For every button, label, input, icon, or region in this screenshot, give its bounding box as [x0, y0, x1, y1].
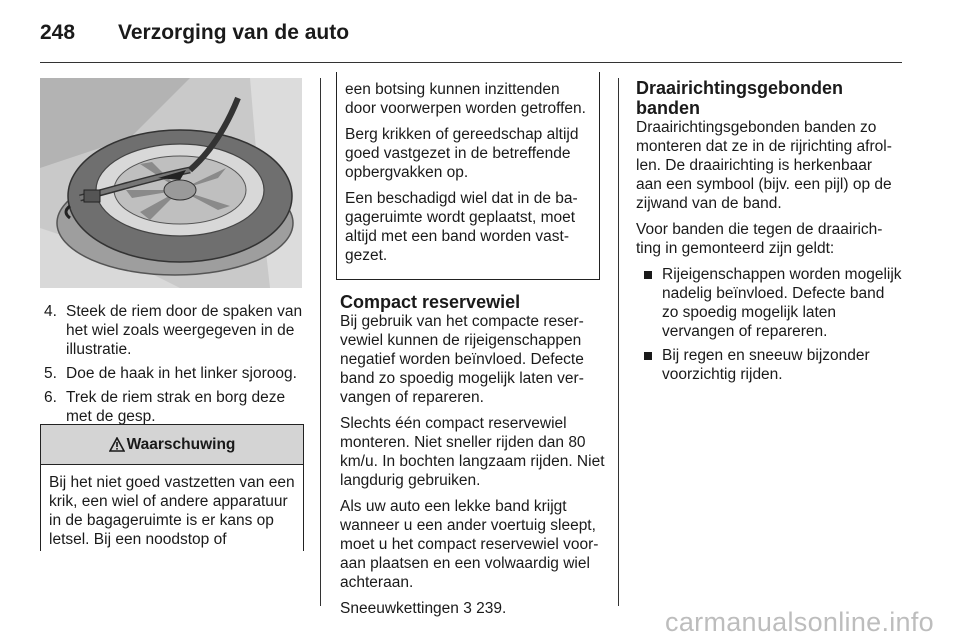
warning-text: Bij het niet goed vastzetten van een krik, een wiel of andere apparatuur in de bagageruimte is er kans op letsel. Bij een noodstop of [49, 474, 295, 548]
column-divider [618, 78, 619, 606]
reference-page: 239. [476, 600, 507, 617]
paragraph: een botsing kunnen inzittenden door voorwerpen worden getroffen. [345, 81, 586, 117]
paragraph: Een beschadigd wiel dat in de bagageruimte wordt geplaatst, moet altijd met een band worden vastgezet. [345, 190, 578, 264]
warning-box [40, 424, 304, 551]
page-header [40, 16, 349, 50]
section-directional-tyres [636, 78, 902, 389]
steps-list [40, 302, 304, 431]
watermark: carmanualsonline.info [665, 607, 934, 637]
page-number: 248 [40, 21, 76, 44]
section-compact-spare [340, 292, 606, 625]
warning-title: Waarschuwing [126, 435, 236, 453]
header-rule [40, 62, 902, 63]
warning-box-continued [336, 72, 600, 280]
warning-triangle-icon [109, 437, 125, 452]
column-divider [320, 78, 321, 606]
bullet-square-icon [644, 271, 652, 279]
page-title: Verzorging van de auto [118, 21, 350, 44]
paragraph: Als uw auto een lekke band krijgt wanneer u een ander voertuig sleept, moet u het compact reservewiel vooraan plaatsen en een volwaardig wiel achteraan. [340, 498, 599, 591]
list-item: Rijeigenschappen worden mogelijk nadelig beïnvloed. Defecte band zo spoedig mogelijk laten vervangen of repareren. [636, 265, 902, 341]
list-item: 6. Trek de riem strak en borg deze met de gesp. [44, 389, 286, 425]
reference-arrow-icon: 3 [463, 600, 472, 617]
warning-header [41, 425, 303, 465]
section-title: Compact reservewiel [340, 292, 521, 312]
paragraph: Voor banden die tegen de draairichting in gemonteerd zijn geldt: [636, 221, 883, 257]
bullet-square-icon [644, 352, 652, 360]
list-item: Bij regen en sneeuw bijzonder voorzichtig rijden. [636, 346, 902, 384]
section-title: Draairichtingsgebonden banden [636, 78, 844, 118]
bullet-list [636, 265, 902, 384]
paragraph: Bij gebruik van het compacte reservewiel kunnen de rijeigenschappen negatief worden beïnvloed. Defecte band zo spoedig mogelijk laten vervangen of repareren. [340, 313, 584, 406]
spare-wheel-icon [40, 78, 302, 288]
list-item: 4. Steek de riem door de spaken van het wiel zoals weergegeven in de illustratie. [44, 303, 303, 358]
cross-reference[interactable]: Sneeuwkettingen 3 239. [340, 600, 507, 617]
paragraph: Berg krikken of gereedschap altijd goed vastgezet in de betreffende opbergvakken op. [345, 126, 579, 181]
spare-wheel-illustration [40, 78, 302, 288]
paragraph: Slechts één compact reservewiel monteren. Niet sneller rijden dan 80 km/u. In bochten langzaam rijden. Niet langdurig gebruiken. [340, 415, 605, 489]
list-item: 5. Doe de haak in het linker sjoroog. [44, 365, 297, 382]
paragraph: Draairichtingsgebonden banden zo monteren dat ze in de rijrichting afrollen. De draairichting is herkenbaar aan een symbool (bijv. een pijl) op de zijwand van de band. [636, 119, 892, 212]
